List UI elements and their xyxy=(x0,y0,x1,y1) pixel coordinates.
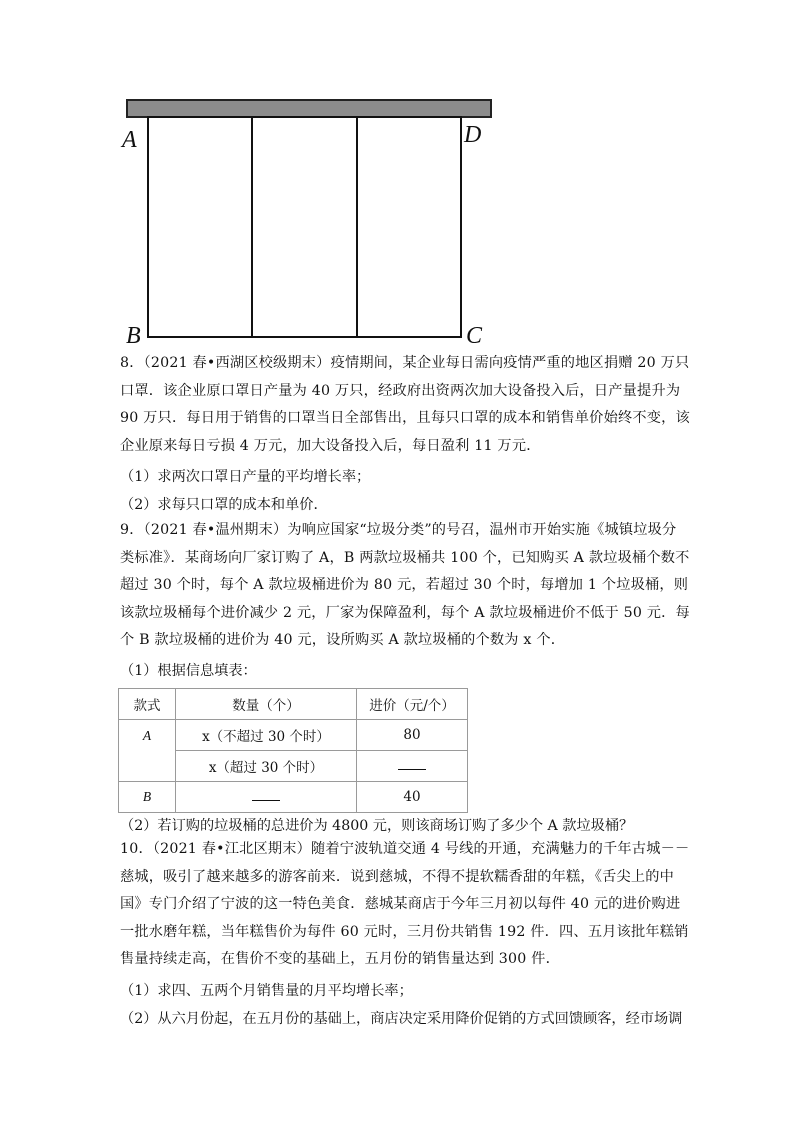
q9-table xyxy=(118,688,468,813)
q9-sub1: （1）根据信息填表： xyxy=(120,663,257,679)
q8-sub1: （1）求两次口罩日产量的平均增长率； xyxy=(120,469,371,485)
table-cell-b: B xyxy=(119,782,176,813)
q9-paragraph: 9．（2021 春•温州期末）为响应国家“垃圾分类”的号召，温州市开始实施《城镇垃圾分类标准》．某商场向厂家订购了 A，B 两款垃圾桶共 100 个，已知购买 A 款垃圾桶个数不超过 30 个时，每个 A 款垃圾桶进价为 80 元，若超过 30 个时，每增加 1 个垃圾桶，则该款垃圾桶每个进价减少 2 元，厂家为保障盈利，每个 A 款垃圾桶进价不低于 50 元．每个 B 款垃圾桶的进价为 40 元，设所购买 A 款垃圾桶的个数为 x 个． xyxy=(120,522,690,648)
fence-diagram-svg xyxy=(118,95,498,345)
label-b: B xyxy=(126,323,141,349)
q8-sub2: （2）求每只口罩的成本和单价． xyxy=(120,497,328,513)
answer-blank xyxy=(398,759,426,770)
wall-bar xyxy=(127,100,491,117)
q8-paragraph: 8．（2021 春•西湖区校级期末）疫情期间，某企业每日需向疫情严重的地区捐赠 20 万只口罩．该企业原口罩日产量为 40 万只，经政府出资两次加大设备投入后，日产量提升为 90 万只．每日用于销售的口罩当日全部售出，且每只口罩的成本和销售单价始终不变，该企业原来每日亏损 4 万元，加大设备投入后，每日盈利 11 万元． xyxy=(120,355,690,454)
table-cell-blank xyxy=(176,782,357,813)
table-cell: 80 xyxy=(357,720,468,751)
answer-blank xyxy=(252,790,280,801)
table-header: 进价（元/个） xyxy=(357,689,468,720)
label-a: A xyxy=(122,127,137,153)
table-header-row xyxy=(119,689,468,720)
q10-paragraph: 10．（2021 春•江北区期末）随着宁波轨道交通 4 号线的开通，充满魅力的千年古城－－慈城，吸引了越来越多的游客前来．说到慈城，不得不提软糯香甜的年糕，《舌尖上的中国》专门介绍了宁波的这一特色美食．慈城某商店于今年三月初以每件 40 元的进价购进一批水磨年糕，当年糕售价为每件 60 元时，三月份共销售 192 件．四、五月该批年糕销售量持续走高，在售价不变的基础上，五月份的销售量达到 300 件． xyxy=(120,841,690,967)
table-row xyxy=(119,782,468,813)
q10-sub1: （1）求四、五两个月销售量的月平均增长率； xyxy=(120,983,413,999)
q10-sub2: （2）从六月份起，在五月份的基础上，商店决定采用降价促销的方式回馈顾客，经市场调 xyxy=(120,1011,683,1027)
table-header: 款式 xyxy=(119,689,176,720)
label-c: C xyxy=(466,323,483,349)
fence-diagram xyxy=(118,95,498,349)
label-d: D xyxy=(464,122,482,148)
table-row xyxy=(119,720,468,751)
q9-sub2: （2）若订购的垃圾桶的总进价为 4800 元，则该商场订购了多少个 A 款垃圾桶？ xyxy=(120,818,634,834)
table-cell: 40 xyxy=(357,782,468,813)
table-header: 数量（个） xyxy=(176,689,357,720)
rectangle-abcd xyxy=(148,117,461,337)
table-cell: x（超过 30 个时） xyxy=(176,751,357,782)
table-cell: x（不超过 30 个时） xyxy=(176,720,357,751)
table-cell-a: A xyxy=(119,720,176,782)
table-cell-blank xyxy=(357,751,468,782)
